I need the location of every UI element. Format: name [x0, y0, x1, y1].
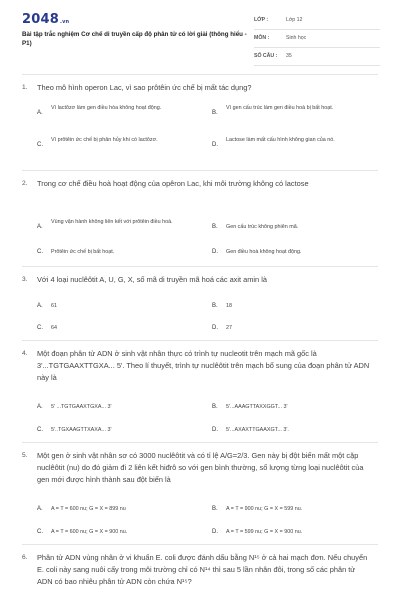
option-text: Vì lactôzơ làm gen điều hòa không hoạt động. — [51, 105, 162, 111]
option-text: 5'...AXAXTTGAAXGT... 3'. — [226, 427, 289, 433]
option-letter: B. — [212, 110, 218, 116]
option-text: Gen điều hoà không hoạt động. — [226, 249, 302, 255]
option-text: 18 — [226, 303, 232, 309]
option-letter: A. — [37, 110, 43, 116]
option-letter: A. — [37, 303, 43, 309]
option-letter: D. — [212, 325, 218, 331]
page-header — [0, 0, 400, 70]
question-number: 1. — [22, 84, 28, 91]
option-text: A = T = 600 nu; G = X = 900 nu. — [51, 529, 128, 535]
meta-value: 35 — [286, 53, 292, 59]
option-letter: C. — [37, 325, 43, 331]
option-text: 64 — [51, 325, 57, 331]
logo-text: 2048 — [22, 12, 59, 27]
option-letter: A. — [37, 506, 43, 512]
question-text: Với 4 loại nuclêôtit A, U, G, X, số mã di truyền mã hoá các axit amin là — [37, 275, 267, 284]
option-letter: B. — [212, 404, 218, 410]
option-letter: D. — [212, 142, 218, 148]
meta-value: Lớp 12 — [286, 17, 303, 23]
meta-label: LỚP : — [254, 17, 269, 23]
question-number: 3. — [22, 276, 28, 283]
logo-suffix: .vn — [59, 19, 70, 25]
divider — [22, 170, 378, 171]
option-text: A = T = 900 nu; G = X = 599 nu. — [226, 506, 303, 512]
option-letter: B. — [212, 224, 218, 230]
option-letter: D. — [212, 249, 218, 255]
option-text: 27 — [226, 325, 232, 331]
option-letter: B. — [212, 506, 218, 512]
option-text: A = T = 599 nu; G = X = 900 nu. — [226, 529, 303, 535]
option-text: 5'..TGXAAGTTXAXA... 3' — [51, 427, 112, 433]
option-letter: B. — [212, 303, 218, 309]
meta-row-subject — [254, 30, 380, 48]
question-text: Trong cơ chế điều hoà hoạt động của opêron Lac, khi môi trường không có lactose — [37, 179, 309, 188]
option-letter: A. — [37, 224, 43, 230]
option-letter: D. — [212, 427, 218, 433]
question-number: 6. — [22, 554, 28, 561]
question-number: 2. — [22, 180, 28, 187]
option-text: Vì prôtêin ức chế bị phân hủy khi có lactôzơ. — [51, 137, 158, 143]
divider — [22, 266, 378, 267]
divider — [22, 74, 378, 75]
option-letter: C. — [37, 249, 43, 255]
metadata-panel — [254, 12, 380, 66]
meta-row-count — [254, 48, 380, 66]
document-title: Bài tập trắc nghiệm Cơ chế di truyền cấp độ phân tử có lời giải (thông hiểu - P1) — [22, 31, 247, 47]
option-text: 5' ...TGTGAAXTGXA... 3' — [51, 404, 112, 410]
question-number: 4. — [22, 350, 28, 357]
divider — [22, 340, 378, 341]
option-text: 61 — [51, 303, 57, 309]
option-letter: C. — [37, 427, 43, 433]
question-text: Phân tử ADN vùng nhân ở vi khuẩn E. coli được đánh dấu bằng N¹⁵ ở cả hai mạch đơn. Nếu chuyển E. coli này sang nuôi cấy trong môi trường chỉ có N¹⁴ thì sau 5 lần nhân đôi, trong số các phân tử ADN có bao nhiêu phân tử ADN còn chứa N¹⁵? — [37, 553, 368, 586]
option-letter: C. — [37, 529, 43, 535]
option-letter: D. — [212, 529, 218, 535]
question-text: Một đoạn phân tử ADN ở sinh vật nhân thực có trình tự nucleotit trên mạch mã gốc là 3'...TGTGAAXTTGXA... 5'. Theo lí thuyết, trình tự nuclêôtit trên mạch bổ sung của đoạn phân tử ADN này là — [37, 349, 370, 382]
meta-value: Sinh học — [286, 35, 307, 41]
option-letter: A. — [37, 404, 43, 410]
question-6 — [22, 552, 378, 600]
site-logo[interactable] — [22, 12, 69, 27]
option-text: Vùng vận hành không liên kết với prôtêin điều hoà. — [51, 219, 173, 225]
divider — [22, 442, 378, 443]
question-text: Theo mô hình operon Lac, vì sao prôtêin ức chế bị mất tác dụng? — [37, 83, 252, 92]
option-text: Lactose làm mất cấu hình không gian của nó. — [226, 137, 335, 143]
option-text: 5'...AAAGTTAXXGGT... 3' — [226, 404, 288, 410]
question-text: Một gen ở sinh vật nhân sơ có 3000 nuclêôtit và có tỉ lệ A/G=2/3. Gen này bị đột biến mất một cặp nuclêôtit (nu) do đó giảm đi 2 liên kết hiđrô so với gen bình thường, số lượng từng loại nuclêôtit của gen mới được hình thành sau đột biến là — [37, 451, 364, 484]
meta-row-class — [254, 12, 380, 30]
meta-label: SỐ CÂU : — [254, 53, 278, 59]
divider — [22, 544, 378, 545]
option-letter: C. — [37, 142, 43, 148]
question-number: 5. — [22, 452, 28, 459]
option-text: Prôtêin ức chế bị bất hoạt. — [51, 249, 115, 255]
option-text: Gen cấu trúc không phiên mã. — [226, 224, 299, 230]
option-text: Vì gen cấu trúc làm gen điều hoà bị bất hoạt. — [226, 105, 334, 111]
option-text: A = T = 600 nu; G = X = 899 nu — [51, 506, 126, 512]
meta-label: MÔN : — [254, 35, 270, 41]
